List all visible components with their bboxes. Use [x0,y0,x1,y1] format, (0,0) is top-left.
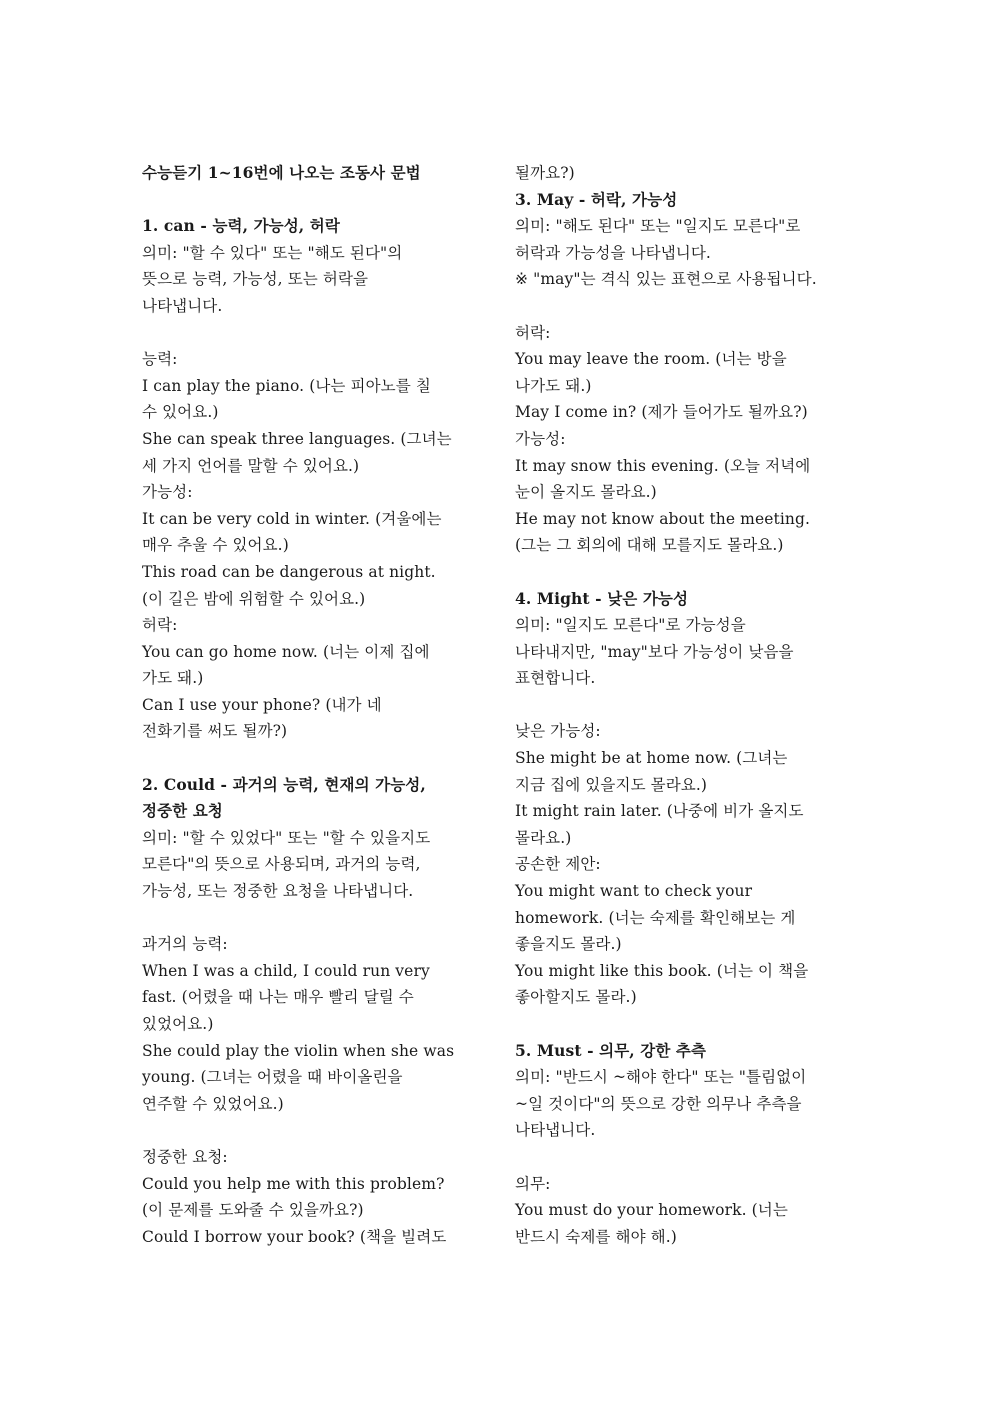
text-line: 눈이 올지도 몰라요.) [515,483,657,502]
text-line: 전화기를 써도 될까?) [142,722,288,741]
text-line: 공손한 제안: [515,855,601,874]
document-title: 수능듣기 1~16번에 나오는 조동사 문법 [142,163,421,182]
blank-line [142,320,487,347]
text-line: 의미: "할 수 있다" 또는 "해도 된다"의 [142,243,403,262]
text-line: Can I use your phone? (내가 네 [142,695,382,714]
text-line: 나타냅니다. [142,296,223,315]
blank-line [515,559,860,586]
text-line: 반드시 숙제를 해야 해.) [515,1227,677,1246]
text-line: 세 가지 언어를 말할 수 있어요.) [142,456,360,475]
text-line: 의미: "할 수 있었다" 또는 "할 수 있을지도 [142,828,431,847]
text-line: 허락과 가능성을 나타냅니다. [515,243,711,262]
text-line: She can speak three languages. (그녀는 [142,429,452,448]
text-line: (그는 그 회의에 대해 모를지도 몰라요.) [515,536,784,555]
text-line: 과거의 능력: [142,935,228,954]
text-line: 모른다"의 뜻으로 사용되며, 과거의 능력, [142,855,421,874]
text-line: 좋을지도 몰라.) [515,935,622,954]
blank-line [142,1117,487,1144]
text-line: 의미: "해도 된다" 또는 "일지도 모른다"로 [515,217,801,236]
text-line: 허락: [142,616,178,635]
section-heading: 정중한 요청 [142,801,223,821]
text-line: You can go home now. (너는 이제 집에 [142,642,430,661]
text-line: This road can be dangerous at night. [142,562,436,581]
section-heading: 3. May - 허락, 가능성 [515,189,678,209]
text-line: You may leave the room. (너는 방을 [515,350,787,369]
text-line: 있었어요.) [142,1015,214,1033]
text-line: Could you help me with this problem? [142,1174,445,1193]
text-line: May I come in? (제가 들어가도 될까요?) [515,403,808,422]
text-line: You might want to check your [515,882,753,901]
text-line: It might rain later. (나중에 비가 올지도 [515,802,804,821]
text-line: 표현합니다. [515,669,596,688]
text-line: 좋아할지도 몰라.) [515,988,637,1007]
blank-line [142,187,487,214]
blank-line [515,293,860,320]
text-line: 연주할 수 있었어요.) [142,1094,284,1113]
text-line: 매우 추울 수 있어요.) [142,536,289,555]
text-line: 수 있어요.) [142,403,219,422]
text-line: She could play the violin when she was [142,1041,455,1060]
blank-line [142,905,487,932]
text-line: I can play the piano. (나는 피아노를 칠 [142,376,431,395]
text-line: 낮은 가능성: [515,722,601,741]
text-line: Could I borrow your book? (책을 빌려도 [142,1227,447,1246]
text-line: It can be very cold in winter. (겨울에는 [142,509,442,528]
text-line: He may not know about the meeting. [515,509,811,528]
text-line: 의미: "반드시 ~해야 한다" 또는 "틀림없이 [515,1068,807,1087]
text-line: You must do your homework. (너는 [515,1201,788,1220]
section-heading: 2. Could - 과거의 능력, 현재의 가능성, [142,774,426,794]
text-line: ~일 것이다"의 뜻으로 강한 의무나 추측을 [515,1094,802,1113]
text-line: 나타내지만, "may"보다 가능성이 낮음을 [515,642,794,661]
text-line: 가능성: [142,483,193,502]
text-line: 가도 돼.) [142,669,204,688]
right-column [515,160,860,1250]
blank-line [515,1144,860,1171]
section-heading: 4. Might - 낮은 가능성 [515,588,689,608]
text-line: fast. (어렸을 때 나는 매우 빨리 달릴 수 [142,988,414,1007]
text-line: 정중한 요청: [142,1147,228,1166]
text-line: 가능성, 또는 정중한 요청을 나타냅니다. [142,882,414,901]
blank-line [515,692,860,719]
text-line: young. (그녀는 어렸을 때 바이올린을 [142,1068,403,1087]
text-line: 될까요?) [515,164,575,182]
blank-line [142,745,487,772]
text-line: 가능성: [515,429,566,448]
text-line: 허락: [515,323,551,342]
text-line: 의미: "일지도 모른다"로 가능성을 [515,616,746,635]
text-line: 뜻으로 능력, 가능성, 또는 허락을 [142,270,369,289]
text-line: 능력: [142,350,178,369]
text-line: She might be at home now. (그녀는 [515,749,788,768]
blank-line [515,1011,860,1038]
text-line: (이 길은 밤에 위험할 수 있어요.) [142,589,366,608]
text-line: When I was a child, I could run very [142,961,430,980]
text-line: 몰라요.) [515,828,572,847]
text-line: You might like this book. (너는 이 책을 [515,961,809,980]
text-line: 나가도 돼.) [515,376,592,395]
left-column [142,160,487,1250]
text-line: (이 문제를 도와줄 수 있을까요?) [142,1201,364,1220]
text-line: It may snow this evening. (오늘 저녁에 [515,456,811,475]
text-line: homework. (너는 숙제를 확인해보는 게 [515,908,796,927]
text-line: ※ "may"는 격식 있는 표현으로 사용됩니다. [515,270,817,289]
text-line: 의무: [515,1174,551,1193]
section-heading: 5. Must - 의무, 강한 추측 [515,1040,707,1060]
text-line: 지금 집에 있을지도 몰라요.) [515,775,708,794]
text-line: 나타냅니다. [515,1121,596,1140]
section-heading: 1. can - 능력, 가능성, 허락 [142,216,340,236]
